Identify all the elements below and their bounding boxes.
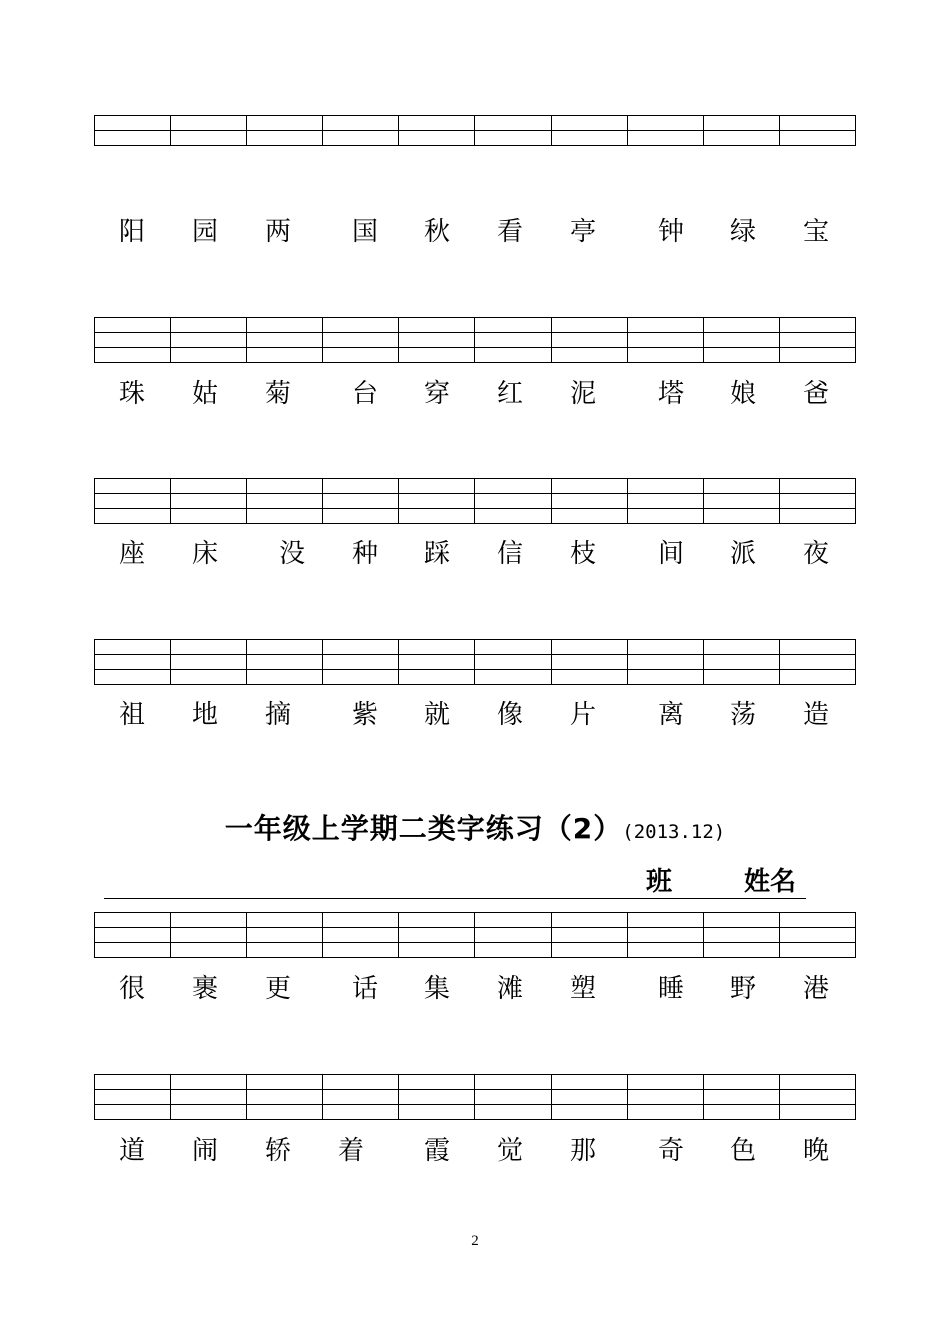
section-title — [0, 807, 950, 847]
practice-character: 奇 — [657, 1136, 684, 1166]
practice-character: 晚 — [802, 1136, 829, 1166]
practice-character: 滩 — [496, 974, 523, 1004]
writing-grid — [94, 912, 856, 958]
practice-character: 派 — [729, 539, 756, 569]
practice-character: 菊 — [264, 379, 291, 409]
practice-character: 间 — [657, 539, 684, 569]
character-row — [0, 969, 950, 1009]
practice-character: 红 — [496, 379, 523, 409]
practice-character: 种 — [351, 539, 378, 569]
character-row — [0, 534, 950, 574]
practice-character: 地 — [191, 700, 218, 730]
practice-character: 宝 — [802, 217, 829, 247]
practice-character: 摘 — [264, 700, 291, 730]
practice-character: 泥 — [569, 379, 596, 409]
practice-character: 钟 — [657, 217, 684, 247]
practice-character: 娘 — [729, 379, 756, 409]
practice-character: 紫 — [351, 700, 378, 730]
practice-character: 园 — [191, 217, 218, 247]
practice-character: 闹 — [191, 1136, 218, 1166]
practice-character: 塔 — [657, 379, 684, 409]
practice-character: 裹 — [191, 974, 218, 1004]
practice-character: 国 — [351, 217, 378, 247]
title-date: (2013.12) — [622, 821, 726, 843]
practice-character: 色 — [729, 1136, 756, 1166]
practice-character: 霞 — [423, 1136, 450, 1166]
class-label: 班 — [646, 867, 673, 897]
practice-character: 座 — [118, 539, 145, 569]
writing-grid — [94, 478, 856, 524]
practice-character: 绿 — [729, 217, 756, 247]
practice-character: 珠 — [118, 379, 145, 409]
practice-character: 姑 — [191, 379, 218, 409]
practice-character: 看 — [496, 217, 523, 247]
practice-character: 两 — [264, 217, 291, 247]
practice-character: 离 — [657, 700, 684, 730]
practice-character: 爸 — [802, 379, 829, 409]
practice-character: 片 — [569, 700, 596, 730]
practice-character: 祖 — [118, 700, 145, 730]
name-underline — [104, 898, 806, 899]
practice-character: 野 — [729, 974, 756, 1004]
character-row — [0, 1131, 950, 1171]
title-text: 一年级上学期二类字练习（2） — [224, 812, 623, 845]
page-number: 2 — [471, 1233, 479, 1249]
practice-character: 话 — [351, 974, 378, 1004]
writing-grid — [94, 115, 856, 146]
practice-character: 着 — [337, 1136, 364, 1166]
practice-character: 台 — [351, 379, 378, 409]
practice-character: 那 — [569, 1136, 596, 1166]
practice-character: 更 — [264, 974, 291, 1004]
practice-character: 阳 — [118, 217, 145, 247]
practice-character: 就 — [423, 700, 450, 730]
practice-character: 荡 — [729, 700, 756, 730]
practice-character: 床 — [191, 539, 218, 569]
character-row — [0, 374, 950, 414]
practice-character: 道 — [118, 1136, 145, 1166]
practice-character: 造 — [802, 700, 829, 730]
practice-character: 踩 — [423, 539, 450, 569]
practice-character: 像 — [496, 700, 523, 730]
practice-character: 亭 — [569, 217, 596, 247]
practice-character: 睡 — [657, 974, 684, 1004]
practice-character: 塑 — [569, 974, 596, 1004]
practice-character: 没 — [278, 539, 305, 569]
practice-character: 很 — [118, 974, 145, 1004]
practice-character: 夜 — [802, 539, 829, 569]
writing-grid — [94, 317, 856, 363]
practice-character: 集 — [423, 974, 450, 1004]
practice-character: 觉 — [496, 1136, 523, 1166]
practice-character: 枝 — [569, 539, 596, 569]
practice-character: 秋 — [423, 217, 450, 247]
practice-character: 信 — [496, 539, 523, 569]
writing-grid — [94, 1074, 856, 1120]
practice-character: 港 — [802, 974, 829, 1004]
character-row — [0, 695, 950, 735]
practice-character: 穿 — [423, 379, 450, 409]
name-label: 姓名 — [744, 867, 797, 897]
practice-character: 轿 — [264, 1136, 291, 1166]
writing-grid — [94, 639, 856, 685]
character-row — [0, 212, 950, 252]
